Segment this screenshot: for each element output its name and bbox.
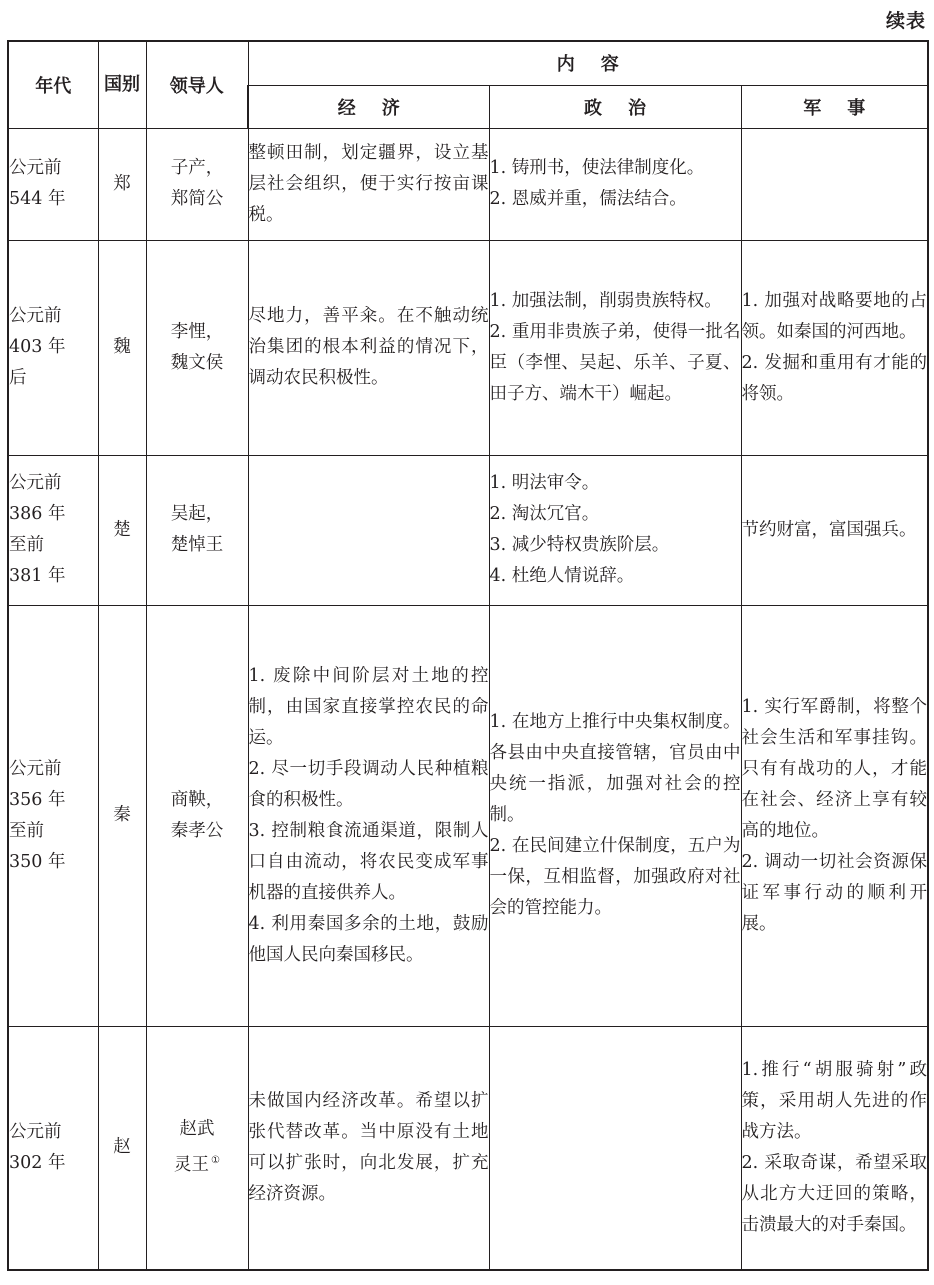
military-cell: 节约财富，富国强兵。 <box>741 455 928 605</box>
footnote-marker: ① <box>211 1155 220 1167</box>
header-politics: 政治 <box>489 85 741 128</box>
politics-cell: 1. 铸刑书，使法律制度化。 2. 恩威并重，儒法结合。 <box>489 128 741 240</box>
table-row <box>8 1026 928 1270</box>
table-row <box>8 128 928 240</box>
state-cell: 秦 <box>98 605 146 1026</box>
leader-cell: 李悝， 魏文侯 <box>146 240 248 455</box>
year-cell: 公元前 403 年 后 <box>8 240 98 455</box>
state-cell: 郑 <box>98 128 146 240</box>
military-cell: 1. 加强对战略要地的占领。如秦国的河西地。 2. 发掘和重用有才能的将领。 <box>741 240 928 455</box>
leader-cell: 吴起， 楚悼王 <box>146 455 248 605</box>
leader-cell: 子产， 郑简公 <box>146 128 248 240</box>
year-cell: 公元前 544 年 <box>8 128 98 240</box>
header-leader: 领导人 <box>146 41 248 128</box>
military-cell: 1. 实行军爵制，将整个社会生活和军事挂钩。只有有战功的人，才能在社会、经济上享有较高的地位。 2. 调动一切社会资源保证军事行动的顺利开展。 <box>741 605 928 1026</box>
header-year: 年代 <box>8 41 98 128</box>
politics-cell: 1. 加强法制，削弱贵族特权。 2. 重用非贵族子弟，使得一批名臣（李悝、吴起、乐羊、子夏、田子方、端木干）崛起。 <box>489 240 741 455</box>
politics-cell: 1. 在地方上推行中央集权制度。各县由中央直接管辖，官员由中央统一指派，加强对社会的控制。 2. 在民间建立什保制度，五户为一保，互相监督，加强政府对社会的管控能力。 <box>489 605 741 1026</box>
table-row <box>8 240 928 455</box>
economy-cell: 1. 废除中间阶层对土地的控制，由国家直接掌控农民的命运。 2. 尽一切手段调动人民种植粮食的积极性。 3. 控制粮食流通渠道，限制人口自由流动，将农民变成军事机器的直接供养人。 4. 利用秦国多余的土地，鼓励他国人民向秦国移民。 <box>248 605 489 1026</box>
year-cell: 公元前 356 年 至前 350 年 <box>8 605 98 1026</box>
economy-cell: 尽地力，善平籴。在不触动统治集团的根本利益的情况下，调动农民积极性。 <box>248 240 489 455</box>
header-row-top <box>8 41 928 85</box>
politics-cell <box>489 1026 741 1270</box>
economy-cell <box>248 455 489 605</box>
economy-cell: 未做国内经济改革。希望以扩张代替改革。当中原没有土地可以扩张时，向北发展，扩充经济资源。 <box>248 1026 489 1270</box>
state-cell: 魏 <box>98 240 146 455</box>
year-cell: 公元前 386 年 至前 381 年 <box>8 455 98 605</box>
military-cell <box>741 128 928 240</box>
economy-cell: 整顿田制，划定疆界，设立基层社会组织，便于实行按亩课税。 <box>248 128 489 240</box>
header-state: 国别 <box>98 41 146 128</box>
leader-cell: 商鞅， 秦孝公 <box>146 605 248 1026</box>
state-cell: 楚 <box>98 455 146 605</box>
state-cell: 赵 <box>98 1026 146 1270</box>
year-cell: 公元前 302 年 <box>8 1026 98 1270</box>
table-row <box>8 605 928 1026</box>
military-cell: 1.推行“胡服骑射”政策，采用胡人先进的作战方法。 2. 采取奇谋，希望采取从北方大迂回的策略，击溃最大的对手秦国。 <box>741 1026 928 1270</box>
header-military: 军事 <box>741 85 928 128</box>
politics-cell: 1. 明法审令。 2. 淘汰冗官。 3. 减少特权贵族阶层。 4. 杜绝人情说辞。 <box>489 455 741 605</box>
reform-table <box>7 40 929 1271</box>
header-economy: 经济 <box>248 85 489 128</box>
continued-table-label: 续表 <box>885 10 926 32</box>
leader-cell: 赵武 灵王 ① <box>146 1026 248 1270</box>
header-content: 内容 <box>248 41 928 85</box>
table-row <box>8 455 928 605</box>
